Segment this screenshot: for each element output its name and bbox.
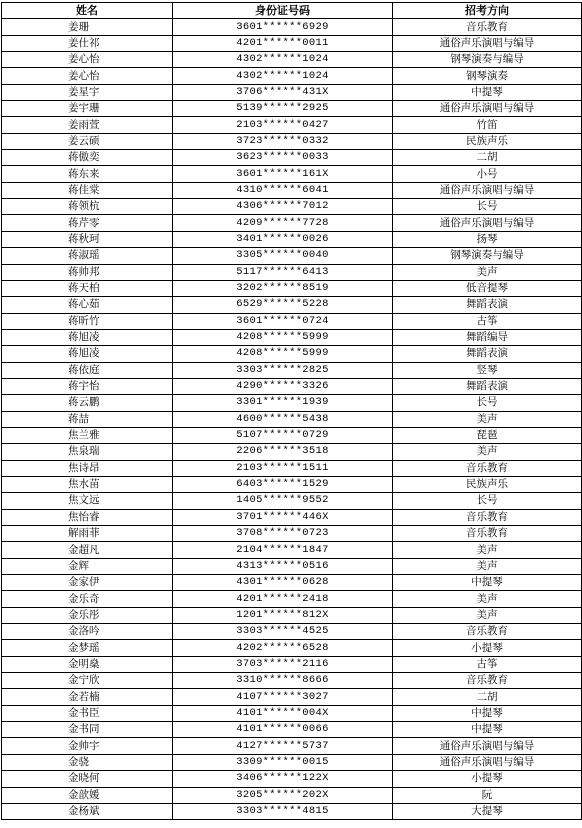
table-row (2, 493, 582, 509)
cell-name: 姜仕祁 (2, 35, 173, 51)
cell-id-number: 3601******161X (173, 166, 393, 182)
cell-name: 金辉 (2, 558, 173, 574)
cell-direction: 长号 (393, 199, 582, 215)
cell-id-number: 4201******2418 (173, 591, 393, 607)
cell-name: 金明燊 (2, 656, 173, 672)
table-row (2, 689, 582, 705)
cell-name: 姜珊 (2, 19, 173, 35)
table-row (2, 526, 582, 542)
cell-name: 金梦瑶 (2, 640, 173, 656)
cell-direction: 扬琴 (393, 231, 582, 247)
cell-id-number: 3301******1939 (173, 395, 393, 411)
cell-name: 蒋旭凌 (2, 346, 173, 362)
cell-name: 焦诗昂 (2, 460, 173, 476)
cell-id-number: 4306******7012 (173, 199, 393, 215)
table-row (2, 117, 582, 133)
cell-name: 姜心怡 (2, 68, 173, 84)
cell-name: 金杨斌 (2, 803, 173, 819)
table-row (2, 705, 582, 721)
cell-id-number: 3303******4525 (173, 624, 393, 640)
cell-name: 焦水苗 (2, 476, 173, 492)
cell-id-number: 4107******3027 (173, 689, 393, 705)
cell-name: 蒋芹零 (2, 215, 173, 231)
cell-name: 蒋喆 (2, 411, 173, 427)
table-row (2, 280, 582, 296)
cell-name: 金若楠 (2, 689, 173, 705)
table-row (2, 575, 582, 591)
table-row (2, 150, 582, 166)
table-row (2, 101, 582, 117)
cell-id-number: 3601******0724 (173, 313, 393, 329)
cell-name: 焦怡睿 (2, 509, 173, 525)
cell-name: 蒋心茹 (2, 297, 173, 313)
table-row (2, 199, 582, 215)
cell-name: 金书臣 (2, 705, 173, 721)
table-row (2, 68, 582, 84)
cell-id-number: 3703******2116 (173, 656, 393, 672)
cell-id-number: 5139******2925 (173, 101, 393, 117)
cell-id-number: 2103******0427 (173, 117, 393, 133)
cell-direction: 舞蹈表演 (393, 346, 582, 362)
cell-direction: 大提琴 (393, 803, 582, 819)
table-row (2, 35, 582, 51)
cell-name: 金晓何 (2, 771, 173, 787)
cell-id-number: 4302******1024 (173, 52, 393, 68)
cell-direction: 舞蹈表演 (393, 378, 582, 394)
cell-id-number: 4208******5999 (173, 329, 393, 345)
cell-id-number: 4302******1024 (173, 68, 393, 84)
table-row (2, 722, 582, 738)
cell-id-number: 3310******8666 (173, 673, 393, 689)
cell-id-number: 2206******3518 (173, 444, 393, 460)
table-row (2, 215, 582, 231)
cell-id-number: 5117******6413 (173, 264, 393, 280)
table-row (2, 362, 582, 378)
table-row (2, 754, 582, 770)
header-row (2, 3, 582, 19)
table-header (2, 3, 582, 19)
cell-direction: 舞蹈表演 (393, 297, 582, 313)
header-name: 姓名 (2, 3, 173, 19)
table-row (2, 803, 582, 819)
cell-name: 蒋东来 (2, 166, 173, 182)
table-row (2, 313, 582, 329)
table-row (2, 738, 582, 754)
cell-direction: 小提琴 (393, 771, 582, 787)
cell-direction: 民族声乐 (393, 133, 582, 149)
cell-name: 蒋淑瑶 (2, 248, 173, 264)
cell-direction: 钢琴演奏与编导 (393, 52, 582, 68)
cell-id-number: 3205******202X (173, 787, 393, 803)
cell-name: 金乐彤 (2, 607, 173, 623)
table-row (2, 19, 582, 35)
cell-direction: 钢琴演奏 (393, 68, 582, 84)
cell-name: 金宁欣 (2, 673, 173, 689)
table-row (2, 166, 582, 182)
cell-name: 焦泉瑞 (2, 444, 173, 460)
cell-id-number: 4209******7728 (173, 215, 393, 231)
cell-id-number: 4313******0516 (173, 558, 393, 574)
cell-name: 蒋领杭 (2, 199, 173, 215)
cell-name: 焦兰雅 (2, 427, 173, 443)
cell-id-number: 3303******4815 (173, 803, 393, 819)
table-row (2, 460, 582, 476)
cell-id-number: 4600******5438 (173, 411, 393, 427)
cell-name: 金洛吟 (2, 624, 173, 640)
table-row (2, 771, 582, 787)
header-id-number: 身份证号码 (173, 3, 393, 19)
table-row (2, 346, 582, 362)
cell-direction: 二胡 (393, 689, 582, 705)
cell-name: 蒋宇怡 (2, 378, 173, 394)
cell-id-number: 3406******122X (173, 771, 393, 787)
cell-direction: 音乐教育 (393, 509, 582, 525)
cell-direction: 美声 (393, 264, 582, 280)
cell-name: 蒋佳棠 (2, 182, 173, 198)
cell-id-number: 3701******446X (173, 509, 393, 525)
table-row (2, 411, 582, 427)
cell-direction: 音乐教育 (393, 673, 582, 689)
table-row (2, 656, 582, 672)
cell-name: 蒋云鹏 (2, 395, 173, 411)
cell-direction: 古筝 (393, 313, 582, 329)
table-row (2, 248, 582, 264)
cell-direction: 音乐教育 (393, 460, 582, 476)
cell-id-number: 4301******0628 (173, 575, 393, 591)
cell-id-number: 2104******1847 (173, 542, 393, 558)
cell-id-number: 4101******004X (173, 705, 393, 721)
table-row (2, 378, 582, 394)
table-body (2, 19, 582, 820)
cell-id-number: 1201******812X (173, 607, 393, 623)
cell-direction: 小提琴 (393, 640, 582, 656)
cell-id-number: 3623******0033 (173, 150, 393, 166)
cell-name: 姜星宇 (2, 84, 173, 100)
cell-direction: 美声 (393, 607, 582, 623)
cell-name: 金骁 (2, 754, 173, 770)
cell-direction: 美声 (393, 558, 582, 574)
cell-name: 金家伊 (2, 575, 173, 591)
cell-direction: 小号 (393, 166, 582, 182)
cell-direction: 钢琴演奏与编导 (393, 248, 582, 264)
table-row (2, 624, 582, 640)
cell-name: 蒋天柏 (2, 280, 173, 296)
cell-direction: 通俗声乐演唱与编导 (393, 182, 582, 198)
table-row (2, 297, 582, 313)
cell-name: 姜宇珊 (2, 101, 173, 117)
cell-id-number: 4101******0066 (173, 722, 393, 738)
cell-id-number: 2103******1511 (173, 460, 393, 476)
table-row (2, 427, 582, 443)
cell-id-number: 3723******0332 (173, 133, 393, 149)
table-row (2, 607, 582, 623)
cell-id-number: 5107******0729 (173, 427, 393, 443)
cell-direction: 阮 (393, 787, 582, 803)
cell-name: 金书同 (2, 722, 173, 738)
cell-direction: 音乐教育 (393, 624, 582, 640)
cell-name: 姜云硕 (2, 133, 173, 149)
cell-direction: 美声 (393, 444, 582, 460)
cell-direction: 琵琶 (393, 427, 582, 443)
cell-id-number: 3309******0015 (173, 754, 393, 770)
cell-name: 蒋昕竹 (2, 313, 173, 329)
cell-direction: 通俗声乐演唱与编导 (393, 35, 582, 51)
cell-direction: 中提琴 (393, 722, 582, 738)
cell-name: 蒋帅邦 (2, 264, 173, 280)
cell-direction: 中提琴 (393, 575, 582, 591)
cell-direction: 舞蹈编导 (393, 329, 582, 345)
cell-id-number: 3601******6929 (173, 19, 393, 35)
cell-direction: 竹笛 (393, 117, 582, 133)
table-row (2, 84, 582, 100)
cell-direction: 通俗声乐演唱与编导 (393, 738, 582, 754)
cell-id-number: 1405******9552 (173, 493, 393, 509)
table-row (2, 640, 582, 656)
cell-id-number: 3303******2825 (173, 362, 393, 378)
table-row (2, 231, 582, 247)
cell-direction: 美声 (393, 591, 582, 607)
cell-direction: 长号 (393, 395, 582, 411)
cell-direction: 美声 (393, 542, 582, 558)
cell-name: 蒋依庭 (2, 362, 173, 378)
table-row (2, 509, 582, 525)
cell-name: 金超凡 (2, 542, 173, 558)
cell-direction: 音乐教育 (393, 526, 582, 542)
table-row (2, 476, 582, 492)
cell-direction: 通俗声乐演唱与编导 (393, 754, 582, 770)
cell-name: 焦文远 (2, 493, 173, 509)
cell-direction: 长号 (393, 493, 582, 509)
cell-id-number: 3202******8519 (173, 280, 393, 296)
cell-direction: 中提琴 (393, 84, 582, 100)
cell-direction: 古筝 (393, 656, 582, 672)
table-row (2, 444, 582, 460)
candidate-table (1, 2, 582, 820)
cell-id-number: 4202******6528 (173, 640, 393, 656)
table-row (2, 52, 582, 68)
table-row (2, 673, 582, 689)
cell-id-number: 4310******6041 (173, 182, 393, 198)
cell-name: 姜雨萱 (2, 117, 173, 133)
cell-name: 蒋傲奕 (2, 150, 173, 166)
cell-direction: 音乐教育 (393, 19, 582, 35)
table-row (2, 787, 582, 803)
cell-direction: 民族声乐 (393, 476, 582, 492)
header-direction: 招考方向 (393, 3, 582, 19)
cell-id-number: 6529******5228 (173, 297, 393, 313)
cell-id-number: 3401******0026 (173, 231, 393, 247)
cell-direction: 美声 (393, 411, 582, 427)
cell-id-number: 4208******5999 (173, 346, 393, 362)
cell-direction: 低音提琴 (393, 280, 582, 296)
table-row (2, 542, 582, 558)
cell-direction: 中提琴 (393, 705, 582, 721)
table-row (2, 395, 582, 411)
table-row (2, 558, 582, 574)
cell-id-number: 4290******3326 (173, 378, 393, 394)
cell-id-number: 4201******0011 (173, 35, 393, 51)
cell-id-number: 3708******0723 (173, 526, 393, 542)
cell-name: 姜心怡 (2, 52, 173, 68)
cell-name: 解雨菲 (2, 526, 173, 542)
table-row (2, 591, 582, 607)
cell-name: 金歆媛 (2, 787, 173, 803)
table-row (2, 182, 582, 198)
cell-direction: 二胡 (393, 150, 582, 166)
cell-direction: 通俗声乐演唱与编导 (393, 215, 582, 231)
cell-id-number: 3305******0040 (173, 248, 393, 264)
cell-id-number: 3706******431X (173, 84, 393, 100)
table-row (2, 329, 582, 345)
cell-name: 蒋旭凌 (2, 329, 173, 345)
cell-name: 蒋秋珂 (2, 231, 173, 247)
table-row (2, 133, 582, 149)
cell-id-number: 4127******5737 (173, 738, 393, 754)
cell-direction: 通俗声乐演唱与编导 (393, 101, 582, 117)
cell-direction: 竖琴 (393, 362, 582, 378)
cell-name: 金帅宇 (2, 738, 173, 754)
table-row (2, 264, 582, 280)
cell-id-number: 6403******1529 (173, 476, 393, 492)
cell-name: 金乐奇 (2, 591, 173, 607)
